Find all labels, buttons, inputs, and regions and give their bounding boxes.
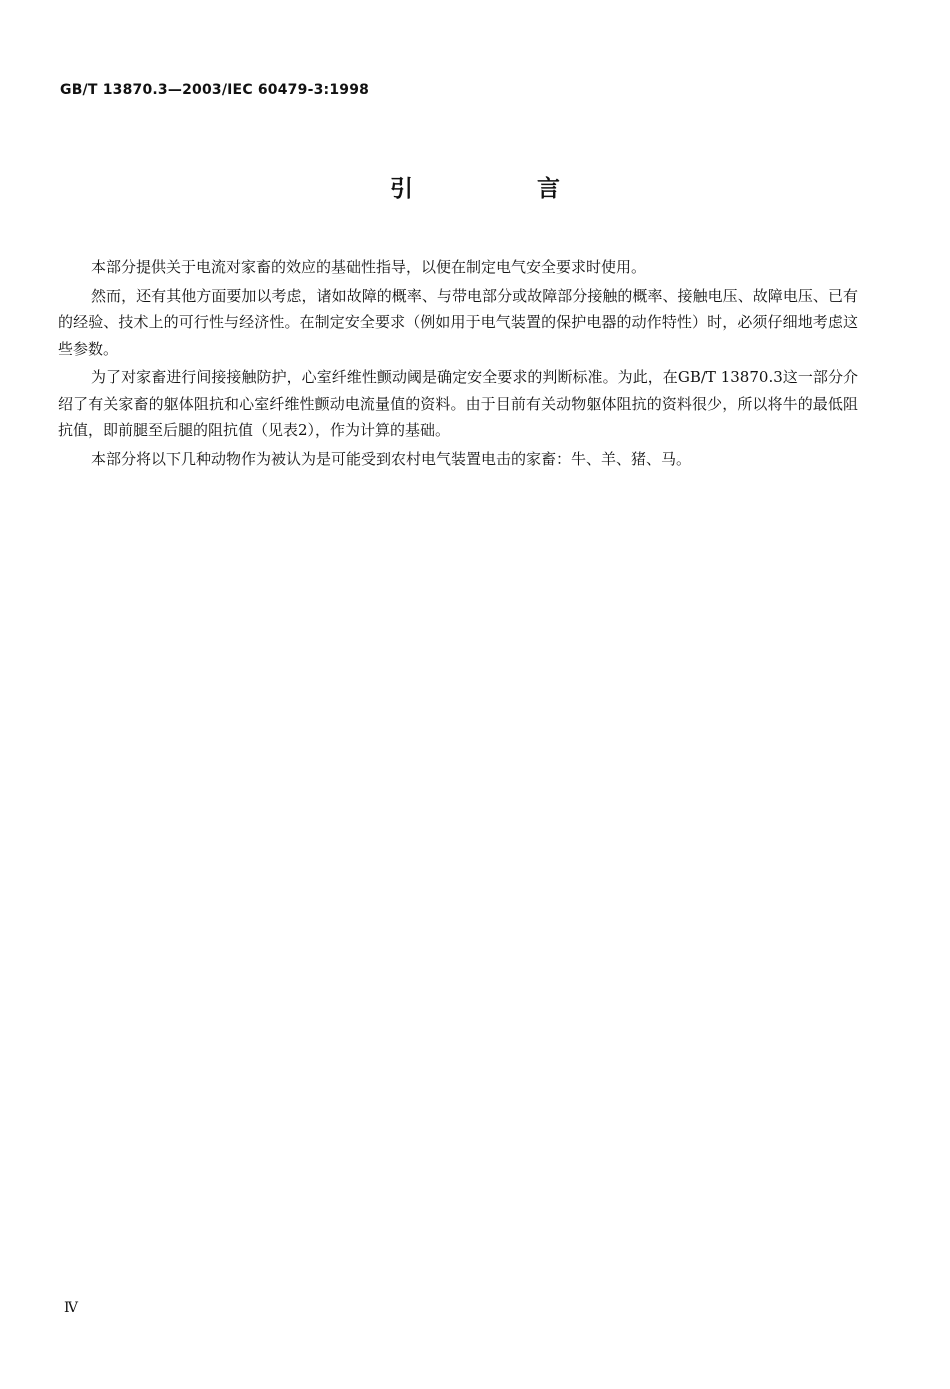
section-title: 引 言 <box>389 176 618 202</box>
paragraph-2: 然而，还有其他方面要加以考虑，诸如故障的概率、与带电部分或故障部分接触的概率、接触电压、故障电压、已有的经验、技术上的可行性与经济性。在制定安全要求（例如用于电气装置的保护电器的动作特性）时，必须仔细地考虑这些参数。 <box>58 286 858 358</box>
standard-code-header: GB/T 13870.3—2003/IEC 60479-3:1998 <box>60 82 370 98</box>
page-number: Ⅳ <box>64 1300 78 1316</box>
paragraph-4: 本部分将以下几种动物作为被认为是可能受到农村电气装置电击的家畜：牛、羊、猪、马。 <box>91 449 692 468</box>
body-text <box>58 254 858 474</box>
paragraph-3: 为了对家畜进行间接接触防护，心室纤维性颤动阈是确定安全要求的判断标准。为此，在GB/T 13870.3这一部分介绍了有关家畜的躯体阻抗和心室纤维性颤动电流量值的资料。由于目前有关动物躯体阻抗的资料很少，所以将牛的最低阻抗值，即前腿至后腿的阻抗值（见表2），作为计算的基础。 <box>58 368 858 439</box>
paragraph-1: 本部分提供关于电流对家畜的效应的基础性指导，以便在制定电气安全要求时使用。 <box>91 258 647 276</box>
